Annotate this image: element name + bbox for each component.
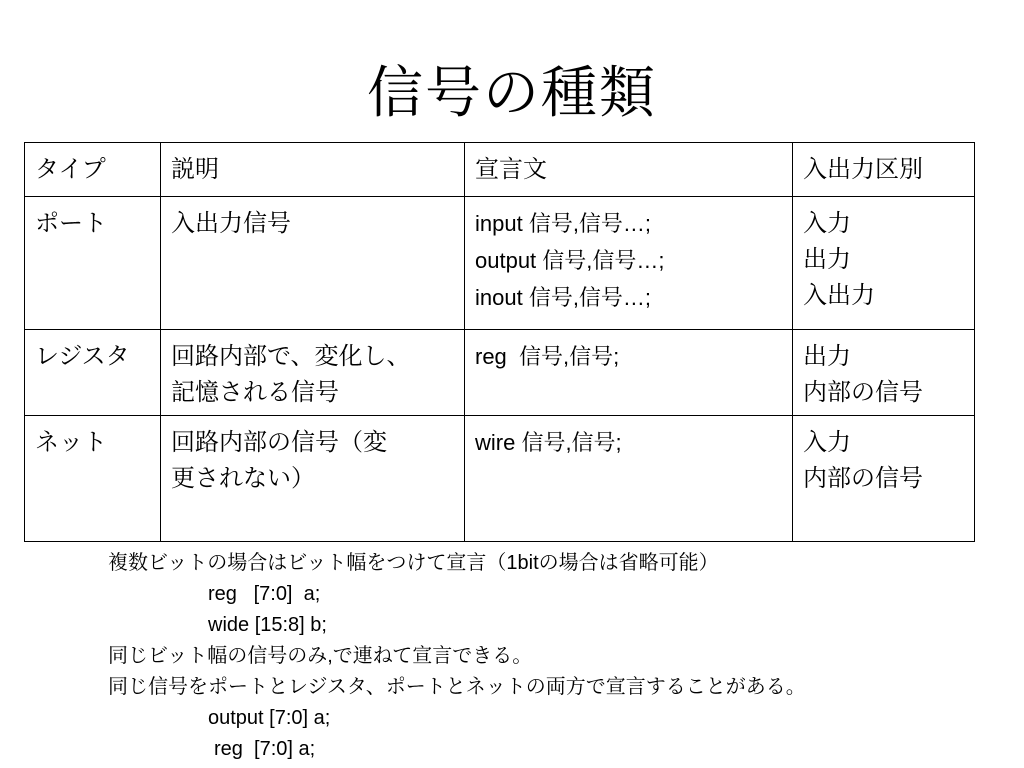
description-line: 回路内部の信号（変 xyxy=(171,428,387,456)
cell-declaration xyxy=(465,197,793,330)
header-declaration: 宣言文 xyxy=(465,143,793,197)
note-code-line: output [7:0] a; xyxy=(208,707,331,729)
cell-declaration xyxy=(465,330,793,416)
io-line: 内部の信号 xyxy=(803,464,923,492)
cell-type: レジスタ xyxy=(25,330,161,416)
io-line: 内部の信号 xyxy=(803,378,923,406)
description-line: 入出力信号 xyxy=(171,209,291,237)
notes-block xyxy=(108,548,1008,765)
cell-description xyxy=(161,197,465,330)
io-line: 入出力 xyxy=(803,281,875,309)
note-line: 複数ビットの場合はビット幅をつけて宣言（1bitの場合は省略可能） xyxy=(108,552,719,574)
note-line: 同じビット幅の信号のみ,で連ねて宣言できる。 xyxy=(108,645,533,667)
description-line: 記憶される信号 xyxy=(171,378,339,406)
header-io: 入出力区別 xyxy=(793,143,975,197)
io-line: 出力 xyxy=(803,342,851,370)
cell-io xyxy=(793,197,975,330)
description-line: 回路内部で、変化し、 xyxy=(171,342,411,370)
declaration-line: reg 信号,信号; xyxy=(475,344,620,369)
note-code-line: reg [7:0] a; xyxy=(208,583,321,605)
io-line: 入力 xyxy=(803,209,851,237)
signal-types-table xyxy=(24,142,975,542)
cell-description xyxy=(161,330,465,416)
note-code-line: reg [7:0] a; xyxy=(214,738,316,760)
description-line: 更されない） xyxy=(171,464,315,492)
cell-type: ポート xyxy=(25,197,161,330)
declaration-line: output 信号,信号…; xyxy=(475,248,665,273)
io-line: 出力 xyxy=(803,245,851,273)
table-row xyxy=(25,330,975,416)
cell-io xyxy=(793,416,975,542)
slide-title: 信号の種類 xyxy=(367,61,657,126)
cell-type: ネット xyxy=(25,416,161,542)
table-row xyxy=(25,197,975,330)
cell-io xyxy=(793,330,975,416)
note-line: 同じ信号をポートとレジスタ、ポートとネットの両方で宣言することがある。 xyxy=(108,676,806,698)
cell-declaration xyxy=(465,416,793,542)
header-description: 説明 xyxy=(161,143,465,197)
declaration-line: wire 信号,信号; xyxy=(475,430,622,455)
header-type: タイプ xyxy=(25,143,161,197)
io-line: 入力 xyxy=(803,428,851,456)
declaration-line: inout 信号,信号…; xyxy=(475,285,652,310)
declaration-line: input 信号,信号…; xyxy=(475,211,652,236)
cell-description xyxy=(161,416,465,542)
table-row xyxy=(25,416,975,542)
table-header-row xyxy=(25,143,975,197)
note-code-line: wide [15:8] b; xyxy=(208,614,327,636)
